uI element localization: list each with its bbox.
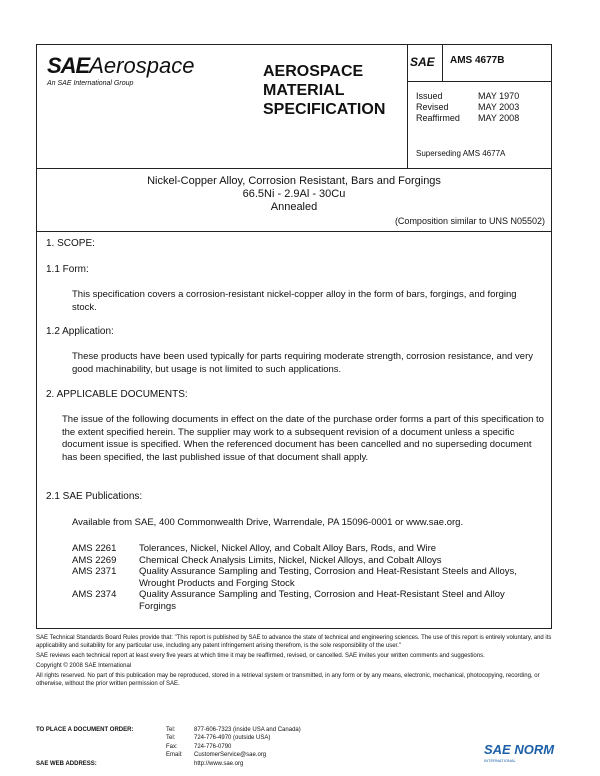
ref-code: AMS 2261 <box>72 543 117 554</box>
contact-row <box>36 751 301 759</box>
section-heading: 1. SCOPE: <box>46 238 95 249</box>
composition-note: (Composition similar to UNS N05502) <box>394 216 545 226</box>
doc-number-row <box>408 45 551 82</box>
date-row <box>416 91 519 102</box>
contact-key: Tel: <box>166 727 176 733</box>
dates <box>416 91 519 124</box>
doc-number: AMS 4677B <box>450 55 505 66</box>
date-value: MAY 2003 <box>478 102 520 112</box>
sae-norm-subtitle: INTERNATIONAL <box>484 758 516 763</box>
contact-key: Tel: <box>166 735 176 742</box>
contact-block <box>36 726 301 768</box>
list-item <box>72 566 539 589</box>
sae-aerospace-logo <box>47 53 247 113</box>
section-heading: 1.2 Application: <box>46 326 114 337</box>
spec-title <box>263 62 403 119</box>
logo-mark: SAE <box>47 53 90 78</box>
contact-row <box>36 760 301 768</box>
list-item <box>72 555 539 567</box>
section-heading: 2.1 SAE Publications: <box>46 491 143 502</box>
contact-label: SAE WEB ADDRESS: <box>36 760 97 767</box>
contact-label: TO PLACE A DOCUMENT ORDER: <box>36 727 134 733</box>
contact-key: Email: <box>166 752 183 759</box>
date-label: Issued <box>416 91 443 101</box>
date-row <box>416 113 519 124</box>
header <box>37 45 551 169</box>
paragraph: The issue of the following documents in effect on the date of the purchase order forms a part of this specification to the extent specified herein. The supplier may work to a subsequent revision of a document unless a specific document issue is specified. When the referenced document has been cancelled and no superseding document has been specified, the last published issue of that document shall apply. <box>62 414 544 463</box>
subject-line: Annealed <box>270 201 318 213</box>
section-heading: 1.1 Form: <box>46 264 89 275</box>
doc-info-box <box>408 45 551 168</box>
date-row <box>416 102 519 113</box>
paragraph: Available from SAE, 400 Commonwealth Drive, Warrendale, PA 15096-0001 or www.sae.org. <box>72 517 464 528</box>
contact-row <box>36 743 301 751</box>
spec-title-line: AEROSPACE <box>263 63 364 80</box>
list-item <box>72 589 539 612</box>
footer-text: SAE reviews each technical report at least every five years at which time it may be reaffirmed, revised, or cancelled. SAE invites your written comments and suggestions. <box>36 653 485 659</box>
paragraph: These products have been used typically for parts requiring moderate strength, corrosion resistance, and very good machinability, but usage is not limited to such applications. <box>72 351 533 375</box>
subject-block <box>37 169 551 232</box>
contact-key <box>166 760 194 768</box>
date-value: MAY 1970 <box>478 91 520 101</box>
date-value: MAY 2008 <box>478 113 520 123</box>
footer-text: SAE Technical Standards Board Rules provide that: "This report is published by SAE to advance the state of technical and engineering sciences. The use of this report is entirely voluntary, and its applicability and suitability for any particular use, including any patent infringement arising therefrom, is the sole responsibility of the user." <box>36 635 552 649</box>
contact-value: 877-606-7323 (inside USA and Canada) <box>194 727 301 733</box>
contact-value: 724-776-0790 <box>194 743 232 750</box>
ref-code: AMS 2374 <box>72 589 117 601</box>
contact-value[interactable]: CustomerService@sae.org <box>194 752 267 759</box>
subject-line: 66.5Ni - 2.9Al - 30Cu <box>242 188 346 200</box>
contact-key: Fax: <box>166 743 178 750</box>
contact-row <box>36 734 301 742</box>
list-item <box>72 543 539 555</box>
ref-code: AMS 2269 <box>72 554 117 566</box>
ref-code: AMS 2371 <box>72 566 117 578</box>
subject-line: Nickel-Copper Alloy, Corrosion Resistant, Bars and Forgings <box>147 175 441 187</box>
reference-list <box>72 543 539 613</box>
spec-title-line: SPECIFICATION <box>263 101 386 118</box>
contact-value: 724-776-4970 (outside USA) <box>194 735 271 742</box>
ref-desc: Quality Assurance Sampling and Testing, Corrosion and Heat-Resistant Steel and Alloy Forgings <box>139 589 505 612</box>
ref-desc: Chemical Check Analysis Limits, Nickel, Nickel Alloys, and Cobalt Alloys <box>139 554 442 566</box>
ref-desc: Quality Assurance Sampling and Testing, Corrosion and Heat-Resistant Steels and Alloys, Wrought Products and Forging Stock <box>139 566 517 589</box>
logo-word: Aerospace <box>89 53 195 78</box>
ref-desc: Tolerances, Nickel, Nickel Alloy, and Cobalt Alloy Bars, Rods, and Wire <box>139 543 437 554</box>
footer-text: All rights reserved. No part of this publication may be reproduced, stored in a retrieval system or transmitted, in any form or by any means, electronic, mechanical, photocopying, recording, or otherwise, without the prior written permission of SAE. <box>36 673 540 687</box>
divider <box>442 45 443 81</box>
superseding: Superseding AMS 4677A <box>416 149 506 158</box>
logo-subtitle: An SAE International Group <box>47 80 134 87</box>
section-heading: 2. APPLICABLE DOCUMENTS: <box>46 389 188 400</box>
date-label: Revised <box>416 102 449 112</box>
copyright: Copyright © 2008 SAE International <box>36 663 132 669</box>
sae-mark: SAE <box>410 55 435 69</box>
date-label: Reaffirmed <box>416 113 460 123</box>
sae-norm-logo: SAE NORM <box>484 742 555 757</box>
web-link[interactable]: http://www.sae.org <box>194 760 244 767</box>
spec-title-line: MATERIAL <box>263 82 345 99</box>
footer-notice <box>36 634 556 690</box>
paragraph: This specification covers a corrosion-resistant nickel-copper alloy in the form of bars, forgings, and forging stock. <box>72 289 517 313</box>
contact-row <box>36 726 301 734</box>
